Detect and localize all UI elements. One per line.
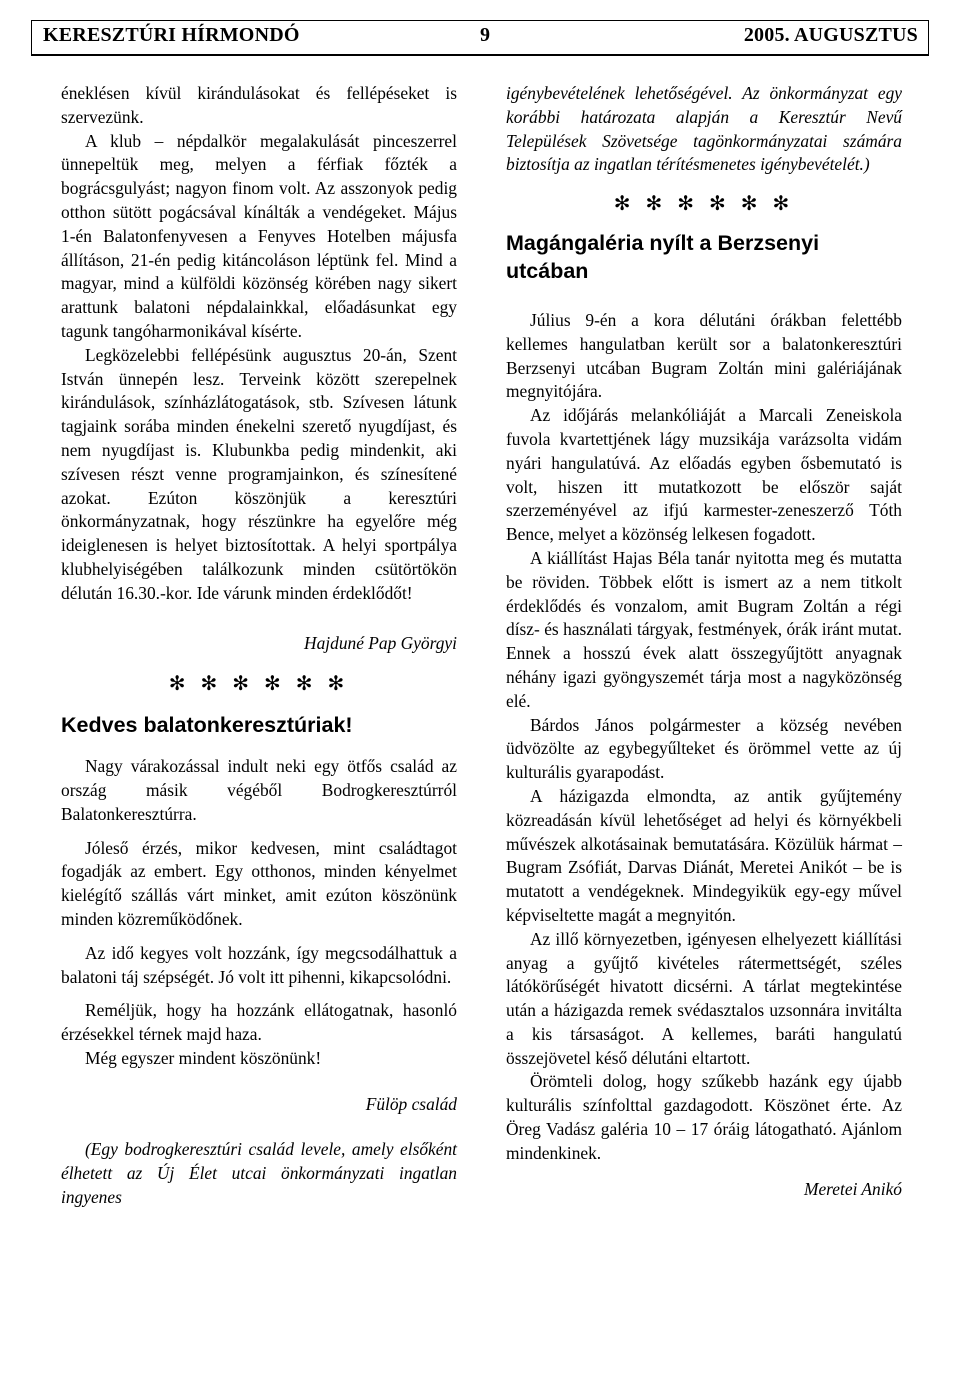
newspaper-title: KERESZTÚRI HÍRMONDÓ xyxy=(43,24,300,46)
letter-paragraph: Még egyszer mindent köszönünk! xyxy=(85,1047,322,1068)
gallery-paragraph: A házigazda elmondta, az antik gyűjtemény közreadásán kívül lehetőséget ad helyi és környékbeli művészek alkotásainak bemutatására. Közülük hármat – Bugram Zsófiát, Darvas Diánát, Meretei Anikót – be is mutatott a vendégeknek. Mindegyikük egy-egy művel képviseltette magát a megnyitón. xyxy=(506,785,902,925)
gallery-paragraph: Július 9-én a kora délutáni órákban felettébb kellemes hangulatban került sor a balatonkeresztúri Berzsenyi utcában Bugram Zoltán mini galériájának megnyitójára. xyxy=(506,309,902,402)
letter-signature: Fülöp család xyxy=(365,1093,457,1114)
gallery-paragraph: Az illő környezetben, igényesen elhelyezett kiállítási anyag a gyűjtő kivételes rátermettségét, széles látókörűségét hivatott dicsérni. A tárlat megtekintése után a házigazda remek svédasztalos uzsonnára invitálta a kis társaságot. A kellemes, baráti hangulatú összejövetel késő délutáni eltartott. xyxy=(506,928,902,1068)
letter-paragraph: Jóleső érzés, mikor kedvesen, mint családtagot fogadják az embert. Egy otthonos, minden kényelmet kielégítő szállás várt minket, amit ezúton köszönünk minden közreműködőnek. xyxy=(61,837,457,929)
left-column xyxy=(61,82,457,1210)
club-signature: Hajduné Pap Györgyi xyxy=(304,632,457,653)
letter-note: (Egy bodrogkeresztúri család levele, amely elsőként élhetett az Új Élet utcai önkormányzati ingatlan ingyenes xyxy=(61,1139,457,1208)
gallery-paragraph: Bárdos János polgármester a község nevében üdvözölte az egybegyűlteket és örömmel vette az új kulturális gyarapodást. xyxy=(506,714,902,783)
letter-note-continuation: igénybevételének lehetőségével. Az önkormányzat egy korábbi határozata alapján a Keresztúr Nevű Települések Szövetsége tagönkormányzatai számára biztosítja az ingatlan térítésmenetes igénybevételét.) xyxy=(506,83,902,175)
club-paragraph: Legközelebbi fellépésünk augusztus 20-án, Szent István ünnepén lesz. Terveink között szerepelnek kirándulások, színházlátogatások, stb. Szívesen látunk tagjaink sorába minden énekelni szerető nyugdíjast, és nem nyugdíjast is. Klubunkba pedig mindenkit, aki szívesen részt venne programjainkon, és színesítené azokat. Ezúton köszönjük a keresztúri önkormányzatnak, hogy részünkre ha egyelőre még ideiglenesen is helyet biztosítottak. A helyi sportpálya klubhelyiségében találkozunk minden csütörtökön délután 16.30.-kor. Ide várunk minden érdeklődőt! xyxy=(61,344,457,603)
gallery-heading: Magángaléria nyílt a Berzsenyi utcában xyxy=(506,230,820,283)
gallery-paragraph: Örömteli dolog, hogy szűkebb hazánk egy újabb kulturális színfolttal gazdagodott. Köszönet érte. Az Öreg Vadász galéria 10 – 17 óráig látogatható. Ajánlom mindenkinek. xyxy=(506,1071,902,1163)
gallery-paragraph: A kiállítást Hajas Béla tanár nyitotta meg és mutatta be röviden. Többek előtt is ismert az a nem titkolt érdeklődés és vonzalom, amit Bugram Zoltán a régi dísz- és használati tárgyak, festmények, órák iránt mutat. Ennek a hosszú évek alatt összegyűjtött anyagnak néhány igazi gyöngyszemét tárja most a nagyközönség elé. xyxy=(506,547,902,711)
page-number: 9 xyxy=(480,24,491,46)
section-separator: ✻ ✻ ✻ ✻ ✻ ✻ xyxy=(613,193,795,216)
gallery-signature: Meretei Anikó xyxy=(803,1178,902,1199)
page-header xyxy=(31,20,929,56)
letter-heading: Kedves balatonkeresztúriak! xyxy=(61,713,353,738)
letter-paragraph: Az idő kegyes volt hozzánk, így megcsodálhattuk a balatoni táj szépségét. Jó volt itt pihenni, kikapcsolódni. xyxy=(61,942,457,987)
section-separator: ✻ ✻ ✻ ✻ ✻ ✻ xyxy=(168,673,350,696)
club-paragraph: A klub – népdalkör megalakulását pinceszerrel ünnepeltük meg, melyen a férfiak főzték a bográcsgulyást; nagyon finom volt. Az asszonyok pedig otthon sütött pogácsával kínálták a vendégeket. Május 1-én Balatonfenyvesen a Fenyves Hotelben májusfa állításon, 21-én pedig kitáncoláson léptünk fel. Mind a magyar, mind a külföldi közönség körében nagy sikert arattunk balatoni népdalainkkal, előadásunkat egy tagunk tangóharmonikával kísérte. xyxy=(61,130,457,341)
club-paragraph: éneklésen kívül kirándulásokat és fellépéseket is szervezünk. xyxy=(61,83,457,127)
letter-paragraph: Reméljük, hogy ha hozzánk ellátogatnak, hasonló érzésekkel térnek majd haza. xyxy=(61,1000,457,1045)
right-column xyxy=(506,82,902,1201)
issue-date: 2005. AUGUSZTUS xyxy=(743,24,918,46)
gallery-paragraph: Az időjárás melankóliáját a Marcali Zeneiskola fuvola kvartettjének lágy muzsikája varázsolta vidám nyári hangulatúvá. Az előadás egyben ősbemutató is volt, hiszen itt mutatkozott be először saját szerzeményével az ifjú karmester-zeneszerző Tóth Bence, melyet a közönség lelkesen fogadott. xyxy=(506,405,902,545)
letter-paragraph: Nagy várakozással indult neki egy ötfős család az ország másik végéből Bodrogkeresztúrról Balatonkeresztúrra. xyxy=(61,756,457,824)
